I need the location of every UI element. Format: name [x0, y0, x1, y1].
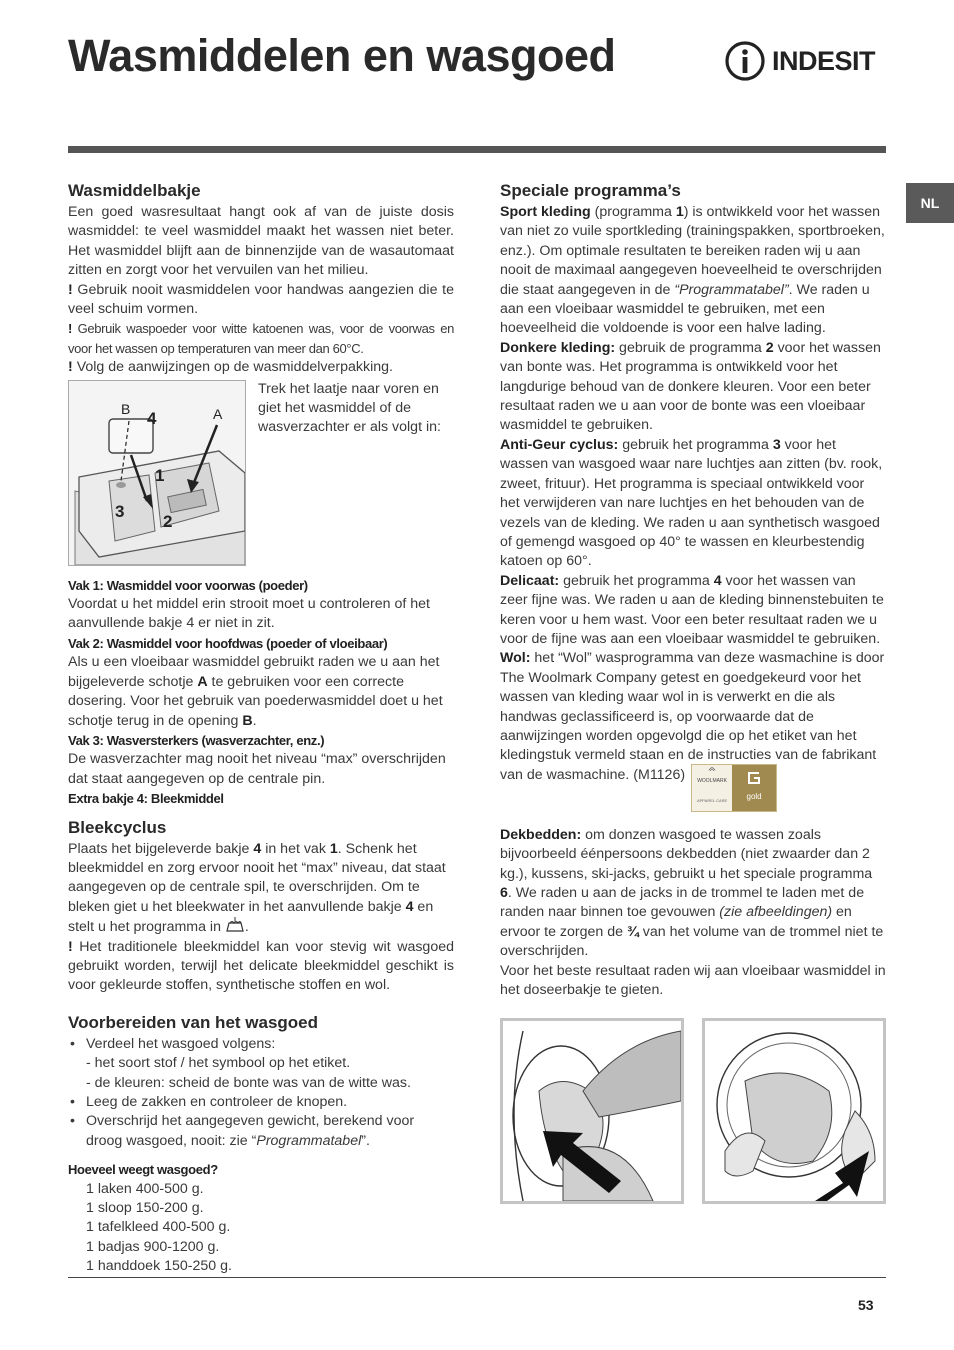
- dispenser-note-1: [68, 281, 454, 320]
- list-item: • Leeg de zakken en controleer de knopen.: [70, 1094, 348, 1110]
- dispenser-diagram: [68, 380, 246, 566]
- woolmark-icon: [702, 765, 722, 772]
- warning-icon: !: [68, 321, 72, 337]
- woolmark-gold-icon: [745, 769, 763, 787]
- dispenser-figure-row: [68, 380, 454, 566]
- list-item: • Verdeel het wasgoed volgens:: [70, 1035, 276, 1052]
- weight-item: 1 sloop 150-200 g.: [86, 1200, 204, 1217]
- compartment-1-text: Voordat u het middel erin strooit moet u controleren of het aanvullende bakje 4 er niet in zit.: [68, 596, 430, 632]
- indesit-logo-icon: [724, 40, 766, 82]
- label-1: 1: [155, 465, 165, 485]
- figure-caption: Trek het laatje naar voren en giet het wasmiddel of de wasverzachter er als volgt in:: [258, 380, 441, 436]
- duvet-paragraph: Dekbedden: om donzen wasgoed te wassen zoals bijvoorbeeld éénpersoons dekbedden (niet zwaarder dan 2 kg.), kussens, ski-jacks, gebruikt u het speciale programma 6. We raden u aan de jacks in de trommel te laden met de randen naar binnen toe gevouwen (zie afbeeldingen) en ervoor te zorgen de ¾ van het volume van de trommel niet te overschrijden.: [500, 826, 884, 960]
- list-item: • Overschrijd het aangegeven gewicht, berekend voor droog wasgoed, nooit: zie “Programmatabel”.: [70, 1113, 415, 1149]
- weights-title: Hoeveel weegt wasgoed?: [68, 1162, 218, 1178]
- page-number: 53: [858, 1297, 874, 1313]
- weight-item: 1 badjas 900-1200 g.: [86, 1238, 220, 1255]
- list-subitem: - het soort stof / het symbool op het etiket.: [86, 1055, 351, 1072]
- prepare-heading: Voorbereiden van het wasgoed: [68, 1012, 319, 1032]
- dispenser-heading: Wasmiddelbakje: [68, 181, 201, 200]
- woolmark-badge: WOOLMARK APPAREL CARE gold: [691, 764, 777, 812]
- header-rule: [68, 146, 886, 153]
- warning-icon: !: [68, 359, 73, 376]
- list-subitem: - de kleuren: scheid de bonte was van de witte was.: [86, 1074, 411, 1091]
- compartment-1-title: Vak 1: Wasmiddel voor voorwas (poeder): [68, 577, 308, 593]
- dispenser-note-2: [68, 319, 454, 358]
- label-4: 4: [147, 408, 157, 428]
- liquid-note: Voor het beste resultaat raden wij aan vloeibaar wasmiddel in het doseerbakje te gieten.: [500, 962, 886, 999]
- language-tab: NL: [906, 183, 954, 223]
- label-2: 2: [163, 511, 173, 531]
- loading-illustration-1: [500, 1018, 684, 1204]
- special-programs-heading: Speciale programma’s: [500, 181, 681, 200]
- dispenser-intro: Een goed wasresultaat hangt ook af van de juiste dosis wasmiddel: te veel wasmiddel maakt het wassen niet beter. Het wasmiddel blijft aan de binnenzijde van de wasautomaat zitten en zorgt voor het vervuilen van het milieu.: [68, 204, 454, 279]
- delicate-paragraph: Delicaat: gebruik het programma 4 voor het wassen van zeer fijne was. We raden u aan de kleding binnenstebuiten te keren voor u hem wast. Voor een beter resultaat raden we u voor de fijne was aan een vloeibaar wasmiddel te gebruiken.: [500, 572, 884, 647]
- loading-illustration-2: [702, 1018, 886, 1204]
- compartment-4-title: Extra bakje 4: Bleekmiddel: [68, 791, 224, 807]
- weight-item: 1 laken 400-500 g.: [86, 1180, 204, 1197]
- bleach-note: [68, 938, 454, 996]
- label-b: B: [121, 400, 131, 417]
- note-text: Het traditionele bleekmiddel kan voor stevig wit wasgoed gebruikt worden, terwijl het delicate bleekmiddel geschikt is voor gekleurde stoffen, synthetische stoffen en wol.: [68, 938, 454, 994]
- footer-rule: [68, 1277, 886, 1278]
- bleach-symbol-icon: [225, 917, 245, 933]
- right-column: [500, 180, 886, 1204]
- label-3: 3: [115, 501, 125, 521]
- compartment-2-text: Als u een vloeibaar wasmiddel gebruikt raden we u aan het bijgeleverde schotje A te gebruiken voor een correcte dosering. Voor het gebruik van poederwasmiddel doet u het schotje terug in de opening B.: [68, 654, 443, 729]
- page-title: Wasmiddelen en wasgoed: [68, 30, 616, 81]
- wool-paragraph: Wol: het “Wol” wasprogramma van deze wasmachine is door The Woolmark Company getest en goedgekeurd voor het wassen van kleding waar wol in is verwerkt en die als handwas geclassificeerd is, op voorwaarde dat de aanwijzingen worden opgevolgd die op het etiket van het kledingstuk vermeld staan en de instructies van de fabrikant van de wasmachine. (M1126) WOOLMARK APPAREL CARE gold: [500, 649, 886, 811]
- note-text: Gebruik nooit wasmiddelen voor handwas aangezien die te veel schuim vormen.: [68, 281, 454, 318]
- dispenser-note-3: [68, 358, 454, 377]
- compartment-3-title: Vak 3: Wasversterkers (wasverzachter, enz.): [68, 732, 325, 748]
- weights-list: [68, 1180, 454, 1277]
- label-a: A: [213, 405, 223, 422]
- compartment-2-title: Vak 2: Wasmiddel voor hoofdwas (poeder of vloeibaar): [68, 635, 388, 651]
- compartment-3-text: De wasverzachter mag nooit het niveau “max” overschrijden dat staat aangegeven op de centrale pin.: [68, 751, 446, 787]
- note-text: Volg de aanwijzingen op de wasmiddelverpakking.: [76, 359, 393, 376]
- weight-item: 1 handdoek 150-250 g.: [86, 1258, 232, 1275]
- odour-paragraph: Anti-Geur cyclus: gebruik het programma 3 voor het wassen van wasgoed waar nare luchtjes aan zitten (bv. rook, zweet, frituur). Het programma is speciaal ontwikkeld voor het verwijderen van nare luchtjes en het behouden van de vezels van de kleding. We raden u aan synthetisch wasgoed of gemengd wasgoed op 40° te wassen en kleurbestendig katoen op 60°.: [500, 436, 883, 570]
- duvet-illustrations: [500, 1018, 886, 1204]
- left-column: [68, 180, 454, 1277]
- indesit-wordmark: INDESIT: [772, 45, 876, 76]
- bleach-heading: Bleekcyclus: [68, 817, 167, 837]
- prepare-list: [68, 1035, 454, 1151]
- bleach-text: Plaats het bijgeleverde bakje 4 in het vak 1. Schenk het bleekmiddel en zorg ervoor nooit het “max” niveau, dat staat aangegeven op de centrale spil, te overschrijden. Om te bleken giet u het bleekwater in het aanvullende bakje 4 en stelt u het programma in .: [68, 840, 446, 936]
- warning-icon: !: [68, 938, 73, 955]
- weight-item: 1 tafelkleed 400-500 g.: [86, 1219, 231, 1236]
- sport-paragraph: Sport kleding (programma 1) is ontwikkeld voor het wassen van niet zo vuile sportkleding (trainingspakken, sportbroeken, enz.). Om optimale resultaten te bereiken raden wij u aan nooit de maximaal aangegeven hoeveelheid te overschrijden die staat aangegeven in de “Programmatabel”. We raden u aan een vloeibaar wasmiddel te gebruiken, met een hoeveelheid die voldoende is voor een halve lading.: [500, 204, 885, 337]
- note-text: Gebruik waspoeder voor witte katoenen was, voor de voorwas en voor het wassen op temperaturen van meer dan 60°C.: [68, 321, 454, 356]
- indesit-logo: [724, 40, 875, 82]
- warning-icon: !: [68, 281, 73, 298]
- dark-paragraph: Donkere kleding: gebruik de programma 2 voor het wassen van bonte was. Het programma is ontwikkeld voor het langdurige behoud van de donkere kleuren. Voor een beter resultaat raden we u aan voor de bonte was een vloeibaar wasmiddel te gebruiken.: [500, 339, 881, 434]
